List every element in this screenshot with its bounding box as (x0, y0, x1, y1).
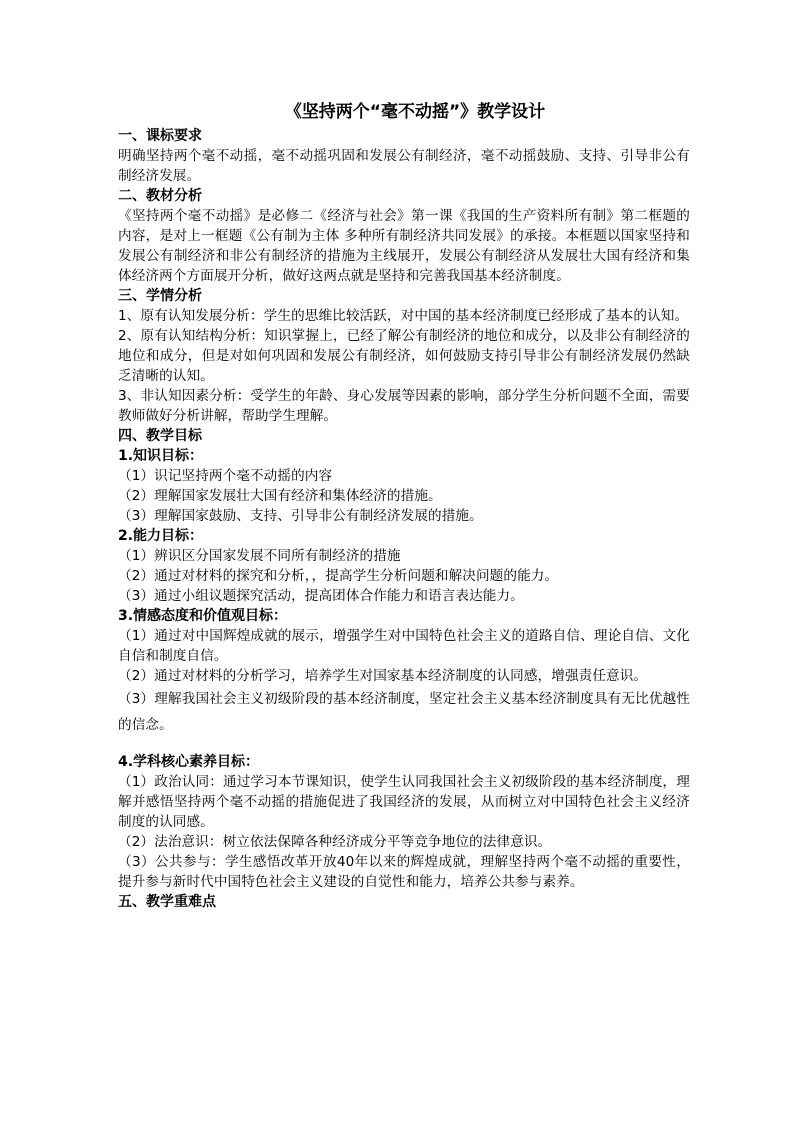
knowledge-item-2: （2）理解国家发展壮大国有经济和集体经济的措施。 (118, 488, 442, 504)
core-literacy-item-2: （2）法治意识：树立依法保障各种经济成分平等竞争地位的法律意识。 (118, 834, 552, 850)
subsection-heading-ability: 2.能力目标： (118, 528, 204, 544)
ability-item-1: （1）辨识区分国家发展不同所有制经济的措施 (118, 548, 401, 564)
subsection-heading-values: 3.情感态度和价值观目标： (118, 608, 288, 624)
section-heading-learner: 三、学情分析 (118, 288, 202, 304)
section-heading-textbook: 二、教材分析 (118, 188, 202, 204)
learner-paragraph-2: 2、原有认知结构分析：知识掌握上，已经了解公有制经济的地位和成分，以及非公有制经济的地位和成分，但是对如何巩固和发展公有制经济，如何鼓励支持引导非公有制经济发展仍然缺乏清晰的认知。 (118, 328, 690, 384)
ability-item-2: （2）通过对材料的探究和分析，，提高学生分析问题和解决问题的能力。 (118, 568, 559, 584)
section-heading-objectives: 四、教学目标 (118, 428, 202, 444)
subsection-heading-knowledge: 1.知识目标： (118, 448, 204, 464)
values-item-3: （3）理解我国社会主义初级阶段的基本经济制度，坚定社会主义基本经济制度具有无比优越性的信念。 (118, 691, 690, 733)
section-heading-key-points: 五、教学重难点 (118, 894, 216, 910)
textbook-paragraph: 《坚持两个毫不动摇》是必修二《经济与社会》第一课《我国的生产资料所有制》第二框题的内容，是对上一框题《公有制为主体 多种所有制经济共同发展》的承接。本框题以国家坚持和发展公有制经济和非公有制经济的措施为主线展开，发展公有制经济从发展壮大国有经济和集体经济两个方面展开分析，做好这两点就是坚持和完善我国基本经济制度。 (118, 208, 690, 284)
section-heading-curriculum: 一、课标要求 (118, 128, 202, 144)
knowledge-item-1: （1）识记坚持两个毫不动摇的内容 (118, 468, 333, 484)
values-item-2: （2）通过对材料的分析学习，培养学生对国家基本经济制度的认同感，增强责任意识。 (118, 668, 648, 684)
learner-paragraph-1: 1、原有认知发展分析：学生的思维比较活跃，对中国的基本经济制度已经形成了基本的认知。 (118, 308, 689, 324)
learner-paragraph-3: 3、非认知因素分析：受学生的年龄、身心发展等因素的影响，部分学生分析问题不全面，需要教师做好分析讲解，帮助学生理解。 (118, 388, 690, 424)
values-item-1: （1）通过对中国辉煌成就的展示，增强学生对中国特色社会主义的道路自信、理论自信、文化自信和制度自信。 (118, 628, 690, 664)
ability-item-3: （3）通过小组议题探究活动，提高团体合作能力和语言表达能力。 (118, 588, 524, 604)
document-page (118, 100, 690, 912)
curriculum-paragraph: 明确坚持两个毫不动摇，毫不动摇巩固和发展公有制经济，毫不动摇鼓励、支持、引导非公有制经济发展。 (118, 148, 690, 184)
core-literacy-item-1: （1）政治认同：通过学习本节课知识，使学生认同我国社会主义初级阶段的基本经济制度，理解并感悟坚持两个毫不动摇的措施促进了我国经济的发展，从而树立对中国特色社会主义经济制度的认同感。 (118, 774, 690, 830)
subsection-heading-core-literacy: 4.学科核心素养目标： (118, 754, 260, 770)
document-title: 《坚持两个“毫不动摇”》教学设计 (284, 102, 546, 122)
knowledge-item-3: （3）理解国家鼓励、支持、引导非公有制经济发展的措施。 (118, 508, 483, 524)
core-literacy-item-3: （3）公共参与：学生感悟改革开放40年以来的辉煌成就，理解坚持两个毫不动摇的重要性，提升参与新时代中国特色社会主义建设的自觉性和能力，培养公共参与素养。 (118, 854, 690, 890)
